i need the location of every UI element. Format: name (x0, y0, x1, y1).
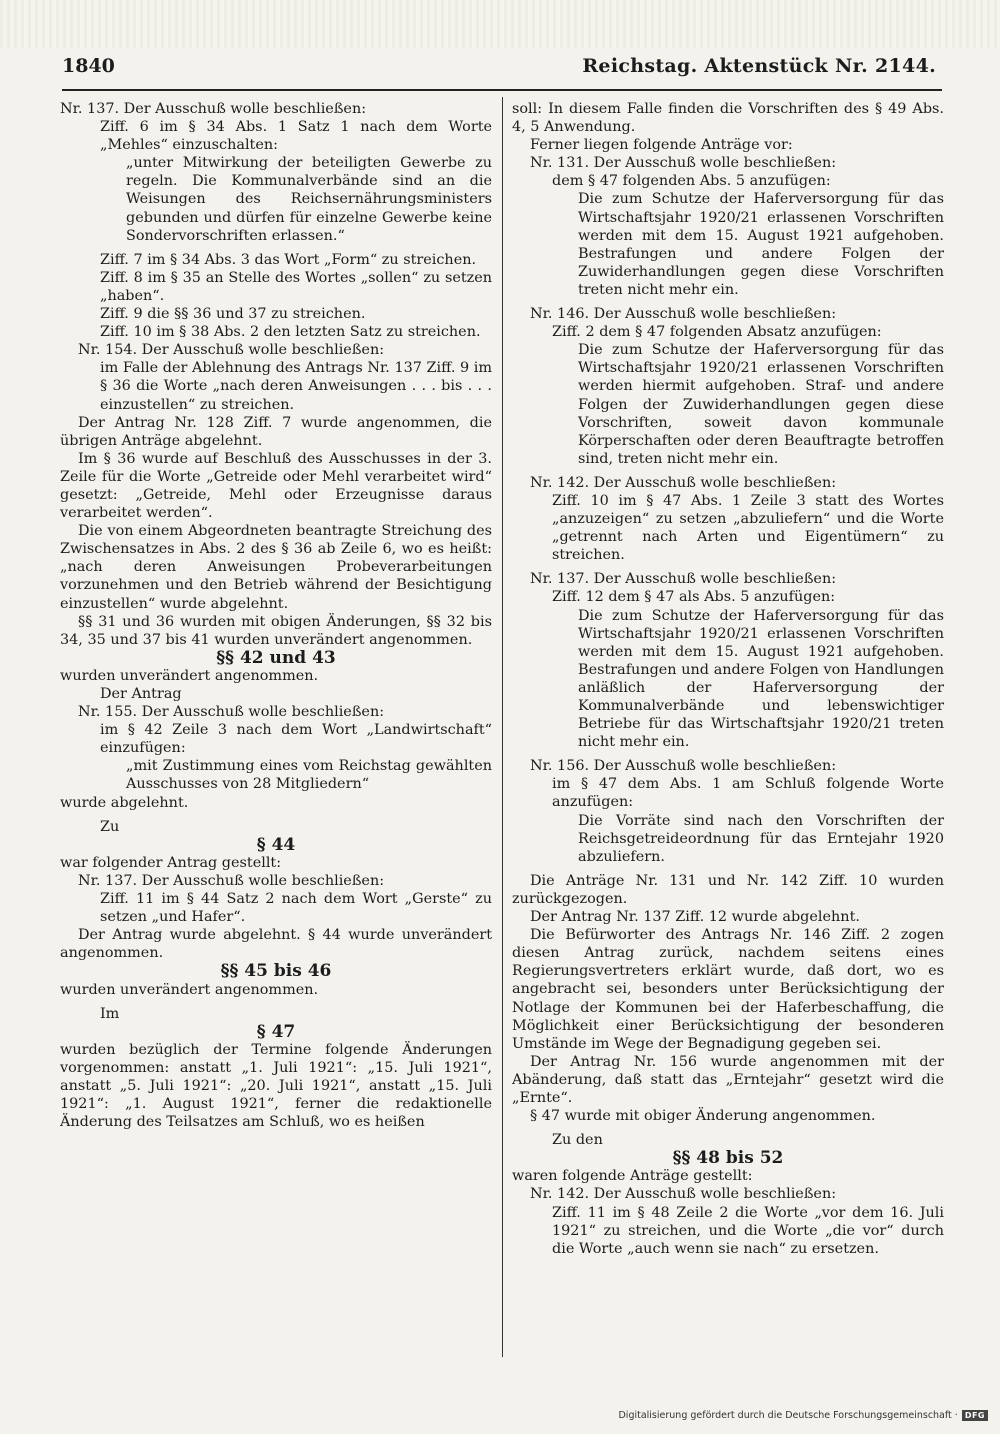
paragraph: Nr. 131. Der Ausschuß wolle beschließen: (530, 155, 837, 172)
section-heading: §§ 48 bis 52 (672, 1148, 784, 1169)
paragraph: Zu (100, 818, 120, 835)
paragraph: Ziff. 10 im § 47 Abs. 1 Zeile 3 statt des Wortes „anzuzeigen“ zu setzen „abzuliefern“ und die Worte „getrennt nach Arten und Eigentümern“ zu streichen. (552, 492, 944, 564)
paragraph: Die Vorräte sind nach den Vorschriften der Reichsgetreideordnung für das Erntejahr 1920 abzuliefern. (578, 812, 944, 865)
paragraph: im § 42 Zeile 3 nach dem Wort „Landwirtschaft“ einzufügen: (100, 722, 492, 757)
paragraph: Nr. 142. Der Ausschuß wolle beschließen: (530, 474, 837, 491)
paragraph: Der Antrag Nr. 128 Ziff. 7 wurde angenommen, die übrigen Anträge abgelehnt. (60, 414, 492, 449)
paragraph: Ziff. 9 die §§ 36 und 37 zu streichen. (100, 306, 366, 323)
paragraph: §§ 31 und 36 wurden mit obigen Änderungen, §§ 32 bis 34, 35 und 37 bis 41 wurden unverändert angenommen. (60, 613, 492, 648)
footer-text: Digitalisierung gefördert durch die Deutsche Forschungsgemeinschaft · (618, 1410, 958, 1421)
paragraph: Die Anträge Nr. 131 und Nr. 142 Ziff. 10 wurden zurückgezogen. (512, 872, 944, 907)
running-title: Reichstag. Aktenstück Nr. 2144. (582, 55, 936, 77)
page-number: 1840 (62, 55, 115, 77)
paragraph: § 47 wurde mit obiger Änderung angenommen. (530, 1108, 876, 1125)
section-heading: §§ 45 bis 46 (220, 961, 332, 982)
paragraph: Ziff. 11 im § 48 Zeile 2 die Worte „vor dem 16. Juli 1921“ zu streichen, und die Worte „die vor“ durch die Worte „auch wenn sie nach“ zu ersetzen. (552, 1204, 944, 1257)
paragraph: Die zum Schutze der Haferversorgung für das Wirtschaftsjahr 1920/21 erlassenen Vorschriften werden mit dem 15. August 1921 aufgehoben. Bestrafungen und andere Folgen der Zuwiderhandlungen gegen diese Vorschriften treten nicht mehr ein. (578, 191, 944, 298)
paragraph: Ziff. 10 im § 38 Abs. 2 den letzten Satz zu streichen. (100, 324, 481, 341)
paragraph: Nr. 142. Der Ausschuß wolle beschließen: (530, 1186, 837, 1203)
paragraph: waren folgende Anträge gestellt: (512, 1168, 753, 1185)
paragraph: Die zum Schutze der Haferversorgung für das Wirtschaftsjahr 1920/21 erlassenen Vorschriften werden hiermit aufgehoben. Straf- und andere Folgen der Zuwiderhandlungen gegen diese Vorschriften, soweit davon kommunale Körperschaften oder deren Beauftragte betroffen sind, treten nicht mehr ein. (578, 342, 944, 467)
paragraph: soll: In diesem Falle finden die Vorschriften des § 49 Abs. 4, 5 Anwendung. (512, 101, 944, 136)
paragraph: Die von einem Abgeordneten beantragte Streichung des Zwischensatzes in Abs. 2 des § 36 ab Zeile 6, wo es heißt: „nach deren Anweisungen Probeverarbeitungen vorzunehmen und den Betrieb während der Besichtigung einzustellen“ wurde abgelehnt. (60, 523, 492, 612)
paragraph: Die Befürworter des Antrags Nr. 146 Ziff. 2 zogen diesen Antrag zurück, nachdem seitens eines Regierungsvertreters erklärt wurde, daß dort, wo es angebracht sei, besonders unter Berücksichtigung der Notlage der Kommunen bei der Haferbeschaffung, die Möglichkeit einer Berücksichtigung der besonderen Umstände im Wege der Begnadigung gegeben sei. (512, 927, 944, 1052)
paragraph: Ziff. 12 dem § 47 als Abs. 5 anzufügen: (552, 589, 836, 606)
paragraph: Der Antrag Nr. 156 wurde angenommen mit der Abänderung, daß statt das „Erntejahr“ gesetzt wird die „Ernte“. (512, 1053, 944, 1106)
paragraph: Ziff. 8 im § 35 an Stelle des Wortes „sollen“ zu setzen „haben“. (100, 269, 492, 304)
page-header (62, 55, 942, 91)
paragraph: im Falle der Ablehnung des Antrags Nr. 137 Ziff. 9 im § 36 die Worte „nach deren Anweisungen . . . bis . . . einzustellen“ zu streichen. (100, 360, 492, 413)
paragraph: Ferner liegen folgende Anträge vor: (530, 137, 793, 154)
paragraph: Ziff. 2 dem § 47 folgenden Absatz anzufügen: (552, 324, 882, 341)
paragraph: Nr. 156. Der Ausschuß wolle beschließen: (530, 758, 837, 775)
paragraph: wurde abgelehnt. (60, 794, 189, 811)
paragraph: Der Antrag (100, 686, 182, 702)
paragraph: war folgender Antrag gestellt: (60, 854, 282, 871)
scan-top-band (0, 0, 1000, 48)
paragraph: dem § 47 folgenden Abs. 5 anzufügen: (552, 173, 831, 190)
paragraph: Der Antrag wurde abgelehnt. § 44 wurde unverändert angenommen. (60, 927, 492, 962)
section-heading: § 47 (256, 1021, 296, 1042)
paragraph: Nr. 137. Der Ausschuß wolle beschließen: (60, 101, 367, 117)
paragraph: Ziff. 11 im § 44 Satz 2 nach dem Wort „Gerste“ zu setzen „und Hafer“. (100, 891, 492, 926)
paragraph: Der Antrag Nr. 137 Ziff. 12 wurde abgelehnt. (530, 909, 860, 926)
paragraph: Im (100, 1005, 120, 1022)
footer (618, 1410, 988, 1421)
section-heading: § 44 (256, 834, 296, 855)
paragraph: wurden bezüglich der Termine folgende Änderungen vorgenommen: anstatt „1. Juli 1921“: „15. Juli 1921“, anstatt „5. Juli 1921“: „20. Juli 1921“, anstatt „15. Juli 1921“: „1. August 1921“, ferner die redaktionelle Änderung des Teilsatzes am Schluß, wo es heißen (60, 1041, 492, 1131)
paragraph: wurden unverändert angenommen. (60, 667, 319, 684)
paragraph: Nr. 155. Der Ausschuß wolle beschließen: (78, 704, 385, 721)
section-heading: §§ 42 und 43 (216, 647, 336, 668)
paragraph: Nr. 137. Der Ausschuß wolle beschließen: (78, 872, 385, 889)
paragraph: „mit Zustimmung eines vom Reichstag gewählten Ausschusses von 28 Mitgliedern“ (126, 758, 492, 793)
paragraph: Ziff. 7 im § 34 Abs. 3 das Wort „Form“ zu streichen. (100, 251, 477, 268)
paragraph: Zu den (552, 1132, 603, 1149)
left-column (60, 100, 492, 1131)
dfg-logo: DFG (962, 1410, 988, 1421)
paragraph: wurden unverändert angenommen. (60, 981, 319, 998)
paragraph: Die zum Schutze der Haferversorgung für das Wirtschaftsjahr 1920/21 erlassenen Vorschriften werden mit dem 15. August 1921 aufgehoben. Bestrafungen und andere Folgen von Handlungen anläßlich der Haferversorgung der Kommunalverbände und lebenswichtiger Betriebe für das Wirtschaftsjahr 1920/21 treten nicht mehr ein. (578, 607, 944, 751)
column-divider (502, 97, 503, 1357)
paragraph: „unter Mitwirkung der beteiligten Gewerbe zu regeln. Die Kommunalverbände sind an die Weisungen des Reichsernährungsministers gebunden und dürfen für einzelne Gewerbe keine Sondervorschriften erlassen.“ (126, 155, 492, 244)
paragraph: Ziff. 6 im § 34 Abs. 1 Satz 1 nach dem Worte „Mehles“ einzuschalten: (100, 119, 492, 154)
paragraph: Nr. 146. Der Ausschuß wolle beschließen: (530, 306, 837, 323)
paragraph: Nr. 154. Der Ausschuß wolle beschließen: (78, 342, 385, 359)
paragraph: Im § 36 wurde auf Beschluß des Ausschusses in der 3. Zeile für die Worte „Getreide oder Mehl verarbeitet wird“ gesetzt: „Getreide, Mehl oder Erzeugnisse daraus verarbeitet werden“. (60, 450, 492, 522)
paragraph: im § 47 dem Abs. 1 am Schluß folgende Worte anzufügen: (552, 776, 944, 811)
right-column (512, 100, 944, 1258)
paragraph: Nr. 137. Der Ausschuß wolle beschließen: (530, 571, 837, 588)
